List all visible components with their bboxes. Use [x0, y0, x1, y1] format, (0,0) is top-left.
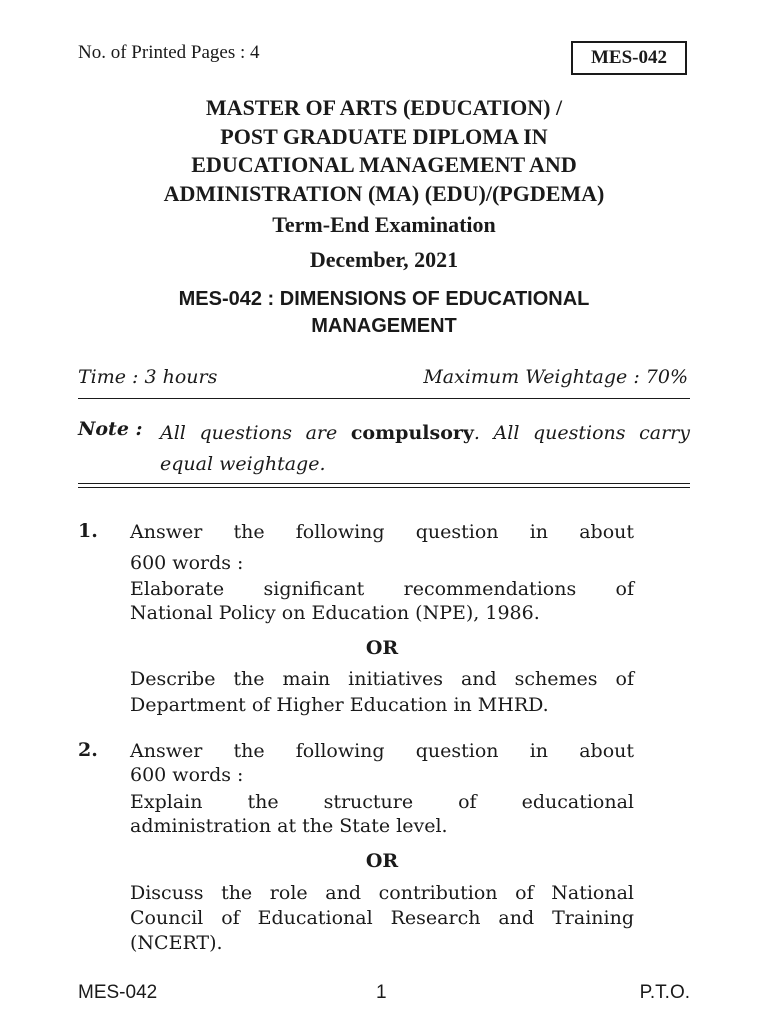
exam-date: December, 2021 — [309, 247, 459, 272]
question-1-body — [130, 551, 634, 625]
or-separator: OR — [365, 637, 399, 659]
note-text-before: All questions are — [160, 422, 338, 444]
title-line: ADMINISTRATION (MA) (EDU)/(PGDEMA) — [163, 180, 605, 206]
note-line-2: equal weightage. — [160, 453, 326, 475]
question-text-line: (NCERT). — [130, 932, 223, 954]
double-divider — [78, 483, 690, 488]
question-1-instruction — [130, 520, 634, 544]
note-text-after: . All questions carry — [473, 422, 690, 444]
question-1-alternative — [130, 667, 634, 717]
question-text-line: National Policy on Education (NPE), 1986. — [130, 602, 540, 624]
exam-name: Term-End Examination — [272, 212, 496, 237]
question-text-line: Council of Educational Research and Training — [130, 907, 634, 929]
please-turn-over: P.T.O. — [639, 982, 690, 1003]
note-line-1 — [160, 418, 690, 449]
question-number: 1. — [78, 520, 98, 542]
title-line: MASTER OF ARTS (EDUCATION) / — [205, 95, 563, 120]
note-bold: compulsory — [350, 422, 474, 444]
subject-line: MES-042 : DIMENSIONS OF EDUCATIONAL — [178, 288, 590, 310]
question-2-body — [130, 739, 634, 838]
page-number: 1 — [376, 982, 387, 1003]
printed-pages: No. of Printed Pages : 4 — [78, 42, 260, 63]
note-label: Note : — [78, 418, 143, 440]
question-text-line: Explain the structure of educational — [130, 791, 634, 813]
footer-code: MES-042 — [78, 982, 158, 1003]
note-text — [160, 418, 690, 480]
question-instruction-line: Answer the following question in about — [130, 740, 634, 762]
or-separator: OR — [365, 850, 399, 872]
paper-code-box: MES-042 — [571, 41, 687, 75]
question-text-line: Describe the main initiatives and schemes of — [130, 668, 634, 690]
title-line: POST GRADUATE DIPLOMA IN — [220, 123, 548, 149]
question-instruction-line: 600 words : — [130, 764, 244, 786]
divider — [78, 398, 690, 399]
question-text-line: Discuss the role and contribution of National — [130, 882, 634, 904]
course-subject — [60, 286, 708, 340]
subject-line: MANAGEMENT — [311, 315, 457, 337]
maximum-weightage: Maximum Weightage : 70% — [423, 366, 688, 388]
programme-title — [60, 94, 708, 208]
question-instruction-line: Answer the following question in about — [130, 521, 634, 543]
question-text-line: administration at the State level. — [130, 815, 448, 837]
question-text-line: Elaborate significant recommendations of — [130, 578, 634, 600]
question-number: 2. — [78, 739, 98, 761]
question-text-line: Department of Higher Education in MHRD. — [130, 694, 549, 716]
question-instruction-line: 600 words : — [130, 552, 244, 574]
question-2-alternative — [130, 881, 634, 955]
time-allowed: Time : 3 hours — [78, 366, 218, 388]
title-line: EDUCATIONAL MANAGEMENT AND — [191, 152, 577, 177]
